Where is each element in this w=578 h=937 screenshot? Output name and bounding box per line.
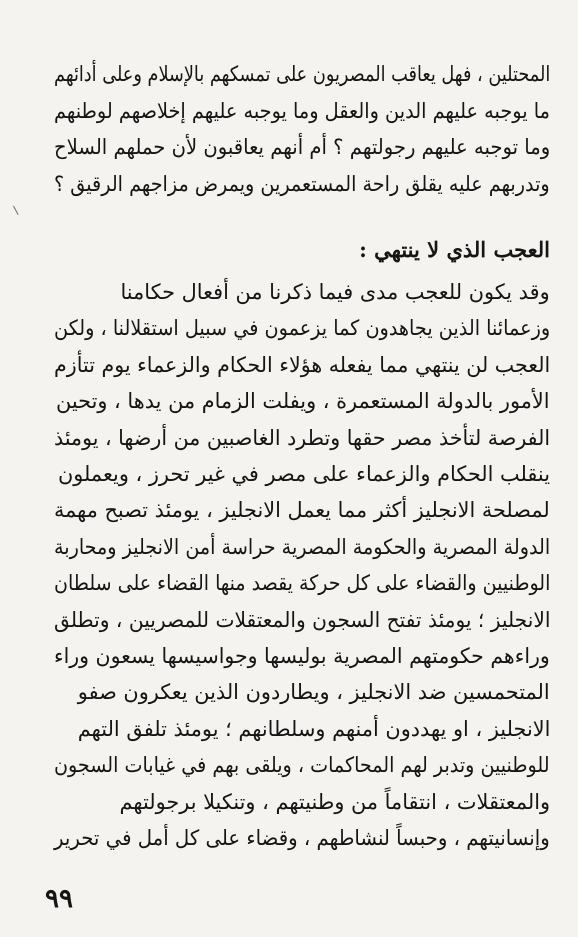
text-line: وقد يكون للعجب مدى فيما ذكرنا من أفعال حكامنا	[120, 280, 550, 304]
text-line: لمصلحة الانجليز أكثر مما يعمل الانجليز ، يومئذ تصبح مهمة	[54, 498, 550, 523]
margin-mark	[13, 203, 24, 215]
text-line: الانجليز ؛ يومئذ تفتح السجون والمعتقلات للمصريين ، وتطلق	[53, 607, 550, 632]
section-heading-wrap	[50, 232, 550, 268]
text-line: العجب لن ينتهي مما يفعله هؤلاء الحكام والزعماء يوم تتأزم	[53, 352, 550, 377]
text-line: ما يوجبه عليهم الدين والعقل وما يوجبه عليهم إخلاصهم لوطنهم	[54, 98, 550, 123]
top-paragraph	[50, 56, 550, 202]
text-line: الفرصة لتأخذ مصر حقها وتطرد الغاصبين من أرضها ، يومئذ	[53, 425, 550, 450]
text-line: للوطنيين وتدبر لهم المحاكمات ، ويلقى بهم في غيابات السجون	[54, 753, 550, 778]
text-line: وتدربهم عليه يقلق راحة المستعمرين ويمرض مزاجهم الرقيق ؟	[54, 171, 550, 196]
main-paragraph	[50, 274, 550, 857]
page-number: ٩٩	[45, 884, 73, 914]
text-line: الانجليز ، او يهددون أمنهم وسلطانهم ؛ يومئذ تلفق التهم	[77, 716, 550, 741]
text-line: الأمور بالدولة المستعمرة ، ويفلت الزمام من يدها ، وتحين	[56, 389, 550, 414]
text-line: وراءهم حكومتهم المصرية بوليسها وجواسيسها يسعون وراء	[54, 644, 550, 669]
text-line: الوطنيين والقضاء على كل حركة يقصد منها القضاء على سلطان	[53, 571, 550, 596]
section-heading: العجب الذي لا ينتهي :	[359, 237, 550, 262]
text-line: ينقلب الحكام والزعماء على مصر في غير تحرز ، ويعملون	[57, 462, 550, 487]
text-line: وزعمائنا الذين يجاهدون كما يزعمون في سبيل استقلالنا ، ولكن	[53, 316, 550, 341]
text-line: الدولة المصرية والحكومة المصرية حراسة أمن الانجليز ومحاربة	[53, 534, 550, 559]
text-line: والمعتقلات ، انتقاماً من وطنيتهم ، وتنكيلا برجولتهم	[119, 789, 550, 814]
text-line: المتحمسين ضد الانجليز ، ويطاردون الذين يعكرون صفو	[78, 680, 550, 705]
text-line: المحتلين ، فهل يعاقب المصريون على تمسكهم بالإسلام وعلى أدائهم	[53, 62, 550, 86]
text-line: وما توجبه عليهم رجولتهم ؟ أم أنهم يعاقبون لأن حملهم السلاح	[53, 135, 550, 159]
text-line: وإنسانيتهم ، وحبساً لنشاطهم ، وقضاء على كل أمل في تحرير	[54, 826, 550, 851]
